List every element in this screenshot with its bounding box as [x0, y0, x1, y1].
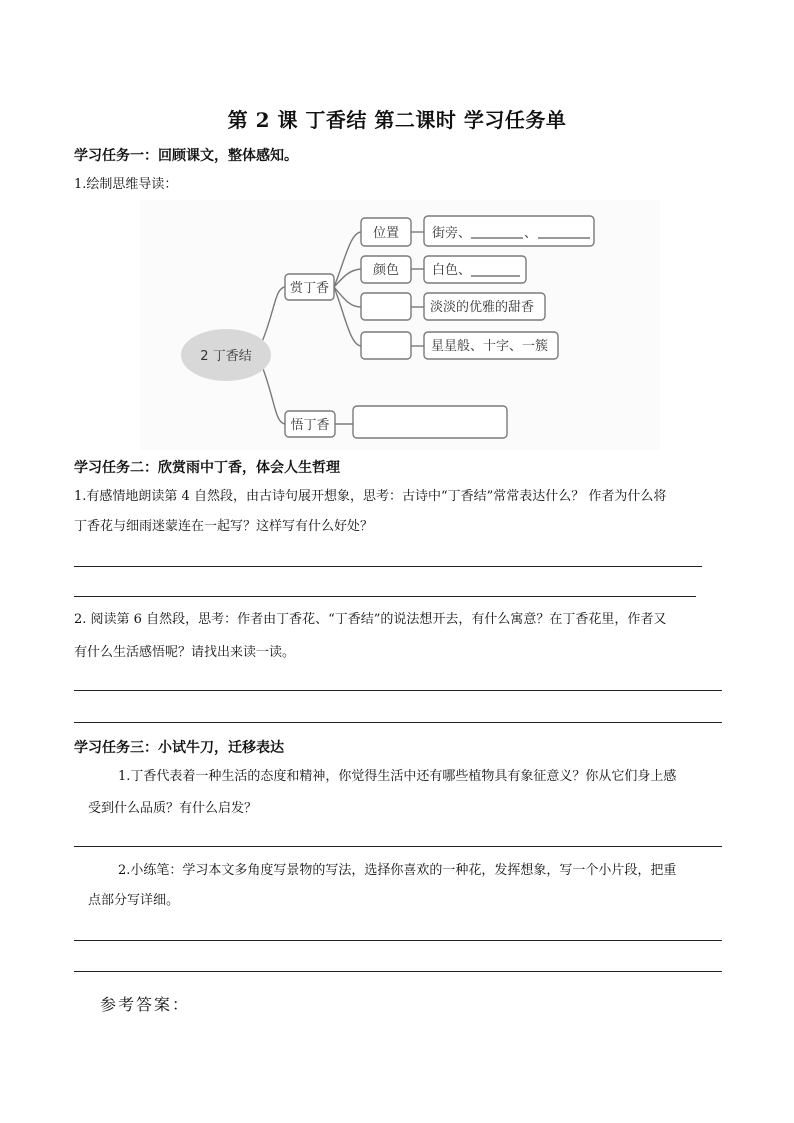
- task2-q1-answer-line-2: [74, 596, 696, 597]
- task1-heading: 学习任务一：回顾课文，整体感知。: [74, 148, 298, 164]
- branch-understand-label: 悟丁香: [290, 418, 330, 433]
- smell-value: 淡淡的优雅的甜香: [430, 300, 535, 315]
- task3-q2-answer-line-2: [74, 971, 722, 972]
- branch-appreciate-label: 赏丁香: [289, 281, 330, 296]
- page-title: 第 2 课 丁香结 第二课时 学习任务单: [227, 108, 567, 132]
- smell-label-box: [361, 293, 411, 320]
- color-value: 白色、: [432, 263, 472, 278]
- task3-heading: 学习任务三：小试牛刀，迁移表达: [74, 740, 284, 756]
- task3-q1-answer-line: [74, 846, 722, 847]
- task3-q1-line2: 受到什么品质？有什么启发？: [88, 801, 258, 816]
- task3-q2-line2: 点部分写详细。: [88, 893, 180, 908]
- task2-q1-answer-line-1: [74, 566, 702, 567]
- task2-heading: 学习任务二：欣赏雨中丁香，体会人生哲理: [74, 460, 340, 476]
- task2-q2-answer-line-1: [74, 690, 722, 691]
- task1-item1: 1.绘制思维导读：: [74, 177, 178, 192]
- task2-q2-line2: 有什么生活感悟呢？请找出来读一读。: [74, 645, 296, 660]
- understand-answer-box: [353, 406, 507, 438]
- center-label: 2 丁香结: [200, 349, 252, 364]
- task2-q2-line1: 2. 阅读第 6 自然段，思考：作者由丁香花、“丁香结”的说法想开去，有什么寓意？在丁香花里，作者又: [74, 612, 667, 627]
- task2-q1-line2: 丁香花与细雨迷蒙连在一起写？这样写有什么好处？: [74, 519, 374, 534]
- task3-q2-line1: 2.小练笔：学习本文多角度写景物的写法，选择你喜欢的一种花，发挥想象，写一个小片段，把重: [118, 863, 677, 878]
- task3-q1-line1: 1.丁香代表着一种生活的态度和精神，你觉得生活中还有哪些植物具有象征意义？你从它们身上感: [118, 769, 677, 784]
- color-label: 颜色: [372, 263, 400, 278]
- position-value: 街旁、: [432, 226, 472, 241]
- position-label: 位置: [372, 226, 400, 241]
- task3-q2-answer-line-1: [74, 940, 722, 941]
- position-separator: 、: [524, 226, 538, 241]
- answer-label: 参考答案：: [100, 995, 191, 1014]
- task2-q1-line1: 1.有感情地朗读第 4 自然段，由古诗句展开想象，思考：古诗中“丁香结”常常表达什么？ 作者为什么将: [74, 489, 667, 504]
- task2-q2-answer-line-2: [74, 722, 722, 723]
- shape-value: 星星般、十字、一簇: [431, 339, 549, 354]
- shape-label-box: [361, 332, 411, 359]
- mind-map: [140, 200, 660, 450]
